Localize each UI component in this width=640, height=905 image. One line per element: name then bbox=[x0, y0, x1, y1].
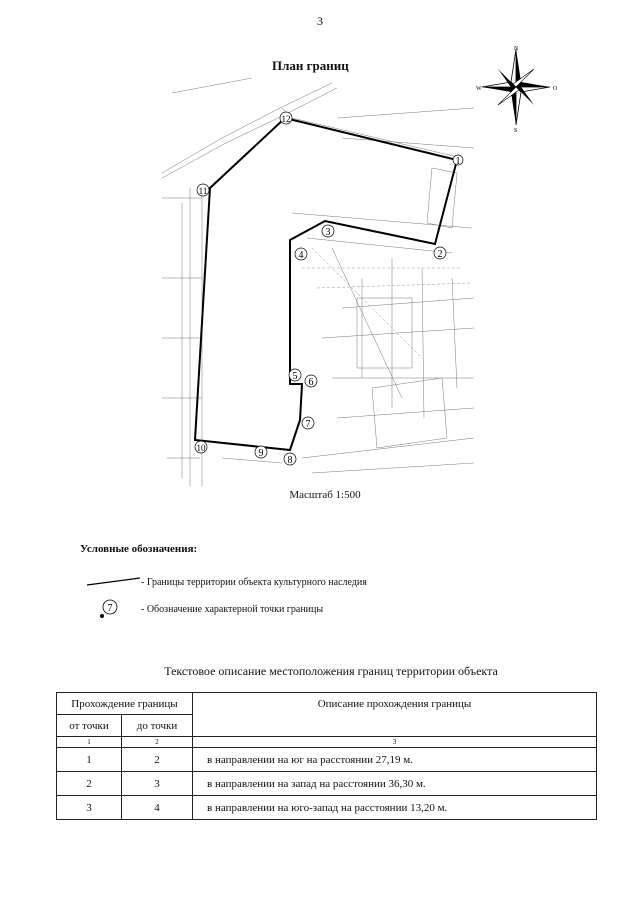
svg-text:7: 7 bbox=[305, 419, 311, 430]
row-to: 4 bbox=[122, 796, 193, 820]
table-row bbox=[57, 748, 597, 772]
column-index: 3 bbox=[193, 737, 597, 748]
svg-text:7: 7 bbox=[107, 603, 113, 614]
header-passage: Прохождение границы bbox=[57, 693, 193, 715]
compass-west: W bbox=[476, 86, 482, 92]
compass-south: S bbox=[514, 128, 518, 132]
compass-north: N bbox=[514, 46, 519, 52]
header-to-point: до точки bbox=[122, 715, 193, 737]
legend-boundary-line-symbol bbox=[86, 575, 142, 587]
page-number: 3 bbox=[317, 14, 323, 28]
legend-point-symbol bbox=[96, 596, 122, 622]
header-description: Описание прохождения границы bbox=[193, 693, 597, 737]
row-description: в направлении на юг на расстоянии 27,19 м. bbox=[193, 748, 597, 772]
svg-text:8: 8 bbox=[287, 455, 293, 466]
legend-boundary-line-text: - Границы территории объекта культурного наследия bbox=[141, 577, 367, 588]
svg-text:10: 10 bbox=[196, 443, 206, 453]
svg-text:1: 1 bbox=[455, 156, 461, 167]
boundary-point-12 bbox=[280, 112, 292, 124]
legend-title: Условные обозначения: bbox=[80, 543, 198, 555]
table-row bbox=[57, 772, 597, 796]
svg-text:11: 11 bbox=[198, 186, 208, 196]
plan-title: План границ bbox=[272, 58, 349, 73]
svg-text:2: 2 bbox=[437, 249, 443, 260]
row-description: в направлении на запад на расстоянии 36,30 м. bbox=[193, 772, 597, 796]
row-from: 2 bbox=[57, 772, 122, 796]
svg-text:6: 6 bbox=[308, 377, 314, 388]
svg-text:9: 9 bbox=[258, 448, 264, 459]
boundary-description-table bbox=[56, 692, 597, 820]
row-from: 3 bbox=[57, 796, 122, 820]
row-from: 1 bbox=[57, 748, 122, 772]
compass-rose-icon bbox=[476, 42, 560, 132]
plan-scale: Масштаб 1:500 bbox=[289, 489, 361, 501]
row-to: 3 bbox=[122, 772, 193, 796]
svg-text:12: 12 bbox=[281, 114, 291, 124]
svg-text:3: 3 bbox=[325, 227, 331, 238]
table-caption: Текстовое описание местоположения границ территории объекта bbox=[164, 664, 498, 678]
header-from-point: от точки bbox=[57, 715, 122, 737]
boundary-point-10 bbox=[195, 441, 207, 453]
boundary-plan-map bbox=[162, 78, 474, 486]
column-index: 1 bbox=[57, 737, 122, 748]
svg-text:4: 4 bbox=[298, 250, 304, 261]
compass-east: O bbox=[553, 86, 558, 92]
table-row bbox=[57, 796, 597, 820]
legend-point-text: - Обозначение характерной точки границы bbox=[141, 604, 324, 615]
column-index: 2 bbox=[122, 737, 193, 748]
row-description: в направлении на юго-запад на расстоянии 13,20 м. bbox=[193, 796, 597, 820]
row-to: 2 bbox=[122, 748, 193, 772]
boundary-point-11 bbox=[197, 184, 209, 196]
svg-text:5: 5 bbox=[292, 371, 298, 382]
